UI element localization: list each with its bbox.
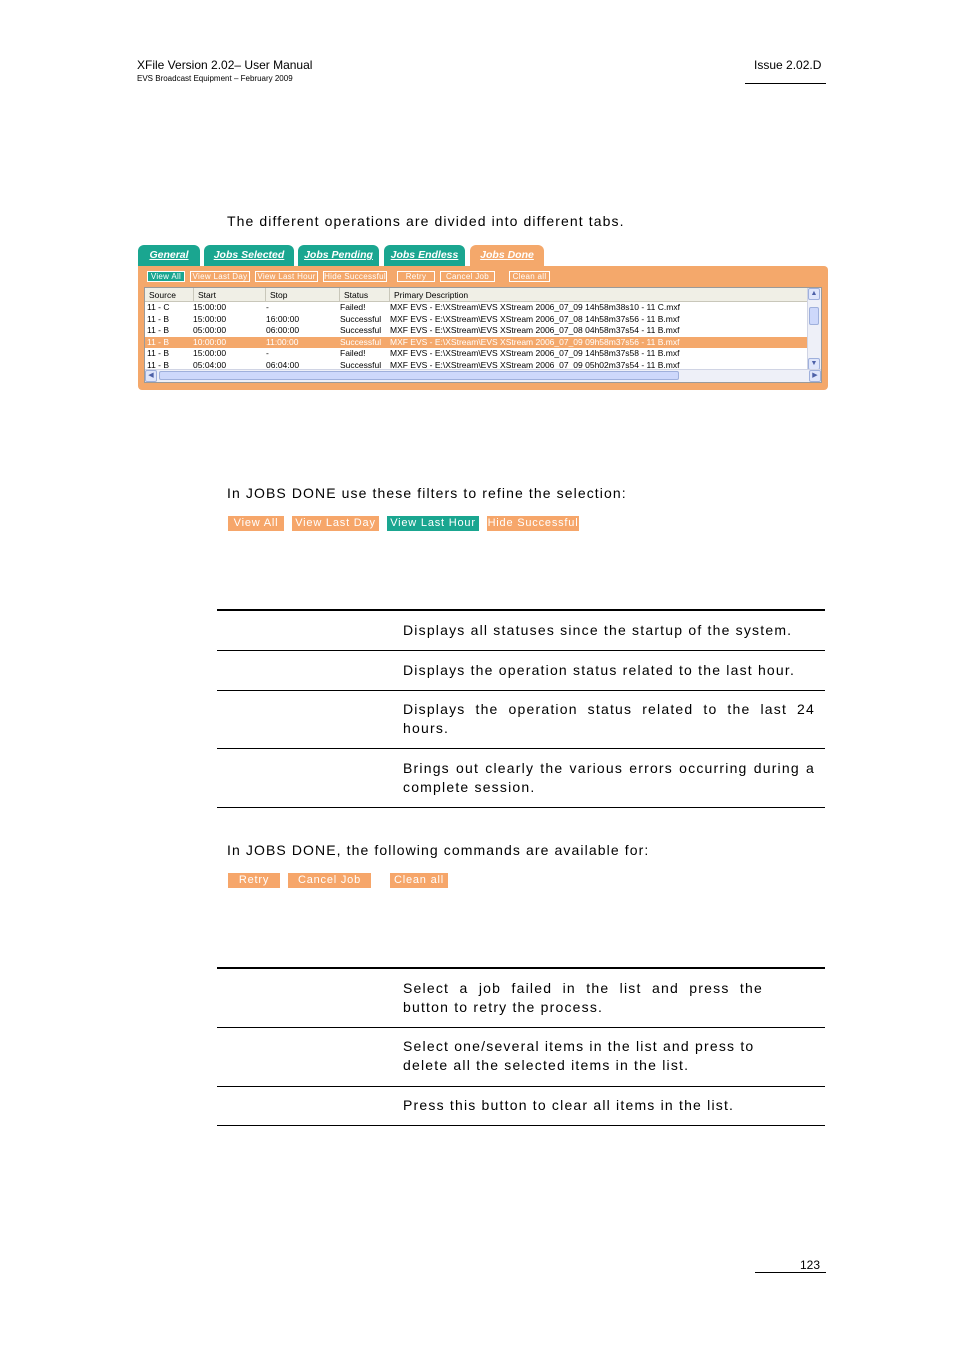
filter-description: Brings out clearly the various errors occurring during a complete session. xyxy=(403,760,815,795)
clean-all-command-button[interactable]: Clean all xyxy=(390,873,448,888)
scroll-thumb-horizontal[interactable] xyxy=(159,371,679,380)
filter-description: Displays the operation status related to the last 24 hours. xyxy=(403,701,815,736)
command-description: Select a job failed in the list and press the button to retry the process. xyxy=(403,980,763,1015)
table-bottom-rule xyxy=(217,807,825,808)
horizontal-scrollbar[interactable] xyxy=(145,369,821,382)
cell-source: 11 - B xyxy=(147,348,170,358)
cell-source: 11 - B xyxy=(147,325,170,335)
filters-intro: In JOBS DONE use these filters to refine the selection: xyxy=(227,485,627,501)
view-all-filter-button[interactable]: View All xyxy=(228,516,284,531)
view-last-hour-button[interactable]: View Last Hour xyxy=(255,271,318,282)
table-row[interactable] xyxy=(145,314,810,326)
view-all-button[interactable]: View All xyxy=(147,271,185,282)
cell-status: Successful xyxy=(340,313,382,324)
cell-description: MXF EVS - E:\XStream\EVS XStream 2006_07_09 09h58m37s56 - 11 B.mxf xyxy=(390,336,680,347)
cell-stop: 16:00:00 xyxy=(266,313,300,324)
cell-description: MXF EVS - E:\XStream\EVS XStream 2006_07_09 14h58m38s10 - 11 C.mxf xyxy=(390,302,680,312)
table-rule xyxy=(217,1086,825,1087)
table-top-rule xyxy=(217,609,825,611)
vertical-scrollbar[interactable] xyxy=(807,288,821,370)
filter-description: Displays all statuses since the startup of the system. xyxy=(403,622,793,638)
cancel-job-button[interactable]: Cancel Job xyxy=(440,271,495,282)
cell-status: Successful xyxy=(340,336,382,347)
table-row[interactable] xyxy=(145,325,810,337)
table-rule xyxy=(217,650,825,651)
command-description: Press this button to clear all items in the list. xyxy=(403,1097,735,1113)
table-top-rule xyxy=(217,967,825,969)
tab-jobs-pending[interactable]: Jobs Pending xyxy=(298,245,379,267)
table-row-selected[interactable] xyxy=(145,337,810,349)
cell-start: 15:00:00 xyxy=(193,348,227,358)
column-header[interactable]: Start xyxy=(194,288,266,301)
cell-status: Successful xyxy=(340,325,382,335)
table-rule xyxy=(217,1027,825,1028)
table-bottom-rule xyxy=(217,1125,825,1126)
scroll-down-icon[interactable]: ▼ xyxy=(808,358,820,370)
cell-start: 10:00:00 xyxy=(193,336,227,347)
jobs-grid xyxy=(144,287,822,383)
cell-status: Failed! xyxy=(340,348,366,358)
table-rule xyxy=(217,690,825,691)
footer-rule xyxy=(755,1272,826,1273)
cell-description: MXF EVS - E:\XStream\EVS XStream 2006_07_08 14h58m37s56 - 11 B.mxf xyxy=(390,313,680,324)
hide-successful-filter-button[interactable]: Hide Successful xyxy=(487,517,579,529)
cell-start: 15:00:00 xyxy=(193,313,227,324)
cell-source: 11 - B xyxy=(147,359,170,370)
column-header[interactable]: Primary Description xyxy=(394,290,469,300)
cell-start: 05:04:00 xyxy=(193,359,227,370)
cell-status: Failed! xyxy=(340,302,366,312)
table-rule xyxy=(217,748,825,749)
tab-jobs-endless[interactable]: Jobs Endless xyxy=(384,245,465,267)
hide-successful-button[interactable]: Hide Successful xyxy=(324,272,386,281)
issue-label: Issue 2.02.D xyxy=(754,58,822,72)
cell-stop: - xyxy=(266,348,269,358)
cell-start: 05:00:00 xyxy=(193,325,227,335)
cell-status: Successful xyxy=(340,359,382,370)
cell-start: 15:00:00 xyxy=(193,302,227,312)
cell-stop: 06:00:00 xyxy=(266,325,300,335)
view-last-day-button[interactable]: View Last Day xyxy=(190,271,250,282)
page-number: 123 xyxy=(800,1258,821,1272)
column-header[interactable]: Stop xyxy=(266,288,340,301)
view-last-day-filter-button[interactable]: View Last Day xyxy=(292,516,379,531)
commands-intro: In JOBS DONE, the following commands are available for: xyxy=(227,842,650,858)
retry-command-button[interactable]: Retry xyxy=(228,873,280,888)
cell-source: 11 - B xyxy=(147,313,170,324)
cell-description: MXF EVS - E:\XStream\EVS XStream 2006_07_09 14h58m37s58 - 11 B.mxf xyxy=(390,348,680,358)
clean-all-button[interactable]: Clean all xyxy=(509,271,550,282)
filter-description: Displays the operation status related to the last hour. xyxy=(403,662,796,678)
command-description: Select one/several items in the list and press to delete all the selected items in the list. xyxy=(403,1038,755,1073)
scroll-thumb[interactable] xyxy=(809,307,819,325)
cell-description: MXF EVS - E:\XStream\EVS XStream 2006_07_09 05h02m37s54 - 11 B.mxf xyxy=(390,359,680,370)
column-header[interactable]: Status xyxy=(340,288,390,301)
table-row[interactable] xyxy=(145,302,810,314)
column-header[interactable]: Source xyxy=(145,288,194,301)
retry-button[interactable]: Retry xyxy=(397,271,435,282)
cell-stop: 11:00:00 xyxy=(266,336,299,347)
cell-source: 11 - B xyxy=(147,336,170,347)
cell-source: 11 - C xyxy=(147,302,170,312)
scroll-right-icon[interactable]: ▶ xyxy=(809,370,821,382)
jobs-done-panel xyxy=(138,266,828,390)
intro-text: The different operations are divided into different tabs. xyxy=(227,213,625,229)
scroll-left-icon[interactable]: ◀ xyxy=(145,370,157,382)
table-row[interactable] xyxy=(145,348,810,360)
manual-subtitle: EVS Broadcast Equipment – February 2009 xyxy=(137,74,293,83)
manual-title: XFile Version 2.02– User Manual xyxy=(137,58,313,72)
cell-description: MXF EVS - E:\XStream\EVS XStream 2006_07_08 04h58m37s54 - 11 B.mxf xyxy=(390,325,680,335)
grid-header xyxy=(145,288,810,302)
scroll-up-icon[interactable]: ▲ xyxy=(808,288,820,300)
tab-jobs-selected[interactable]: Jobs Selected xyxy=(204,245,294,267)
view-last-hour-filter-button[interactable]: View Last Hour xyxy=(387,516,479,531)
header-rule xyxy=(745,83,826,84)
tab-jobs-done[interactable]: Jobs Done xyxy=(470,245,544,267)
cancel-job-command-button[interactable]: Cancel Job xyxy=(288,873,371,888)
cell-stop: 06:04:00 xyxy=(266,359,300,370)
cell-stop: - xyxy=(266,302,269,312)
tab-general[interactable]: General xyxy=(138,245,200,267)
